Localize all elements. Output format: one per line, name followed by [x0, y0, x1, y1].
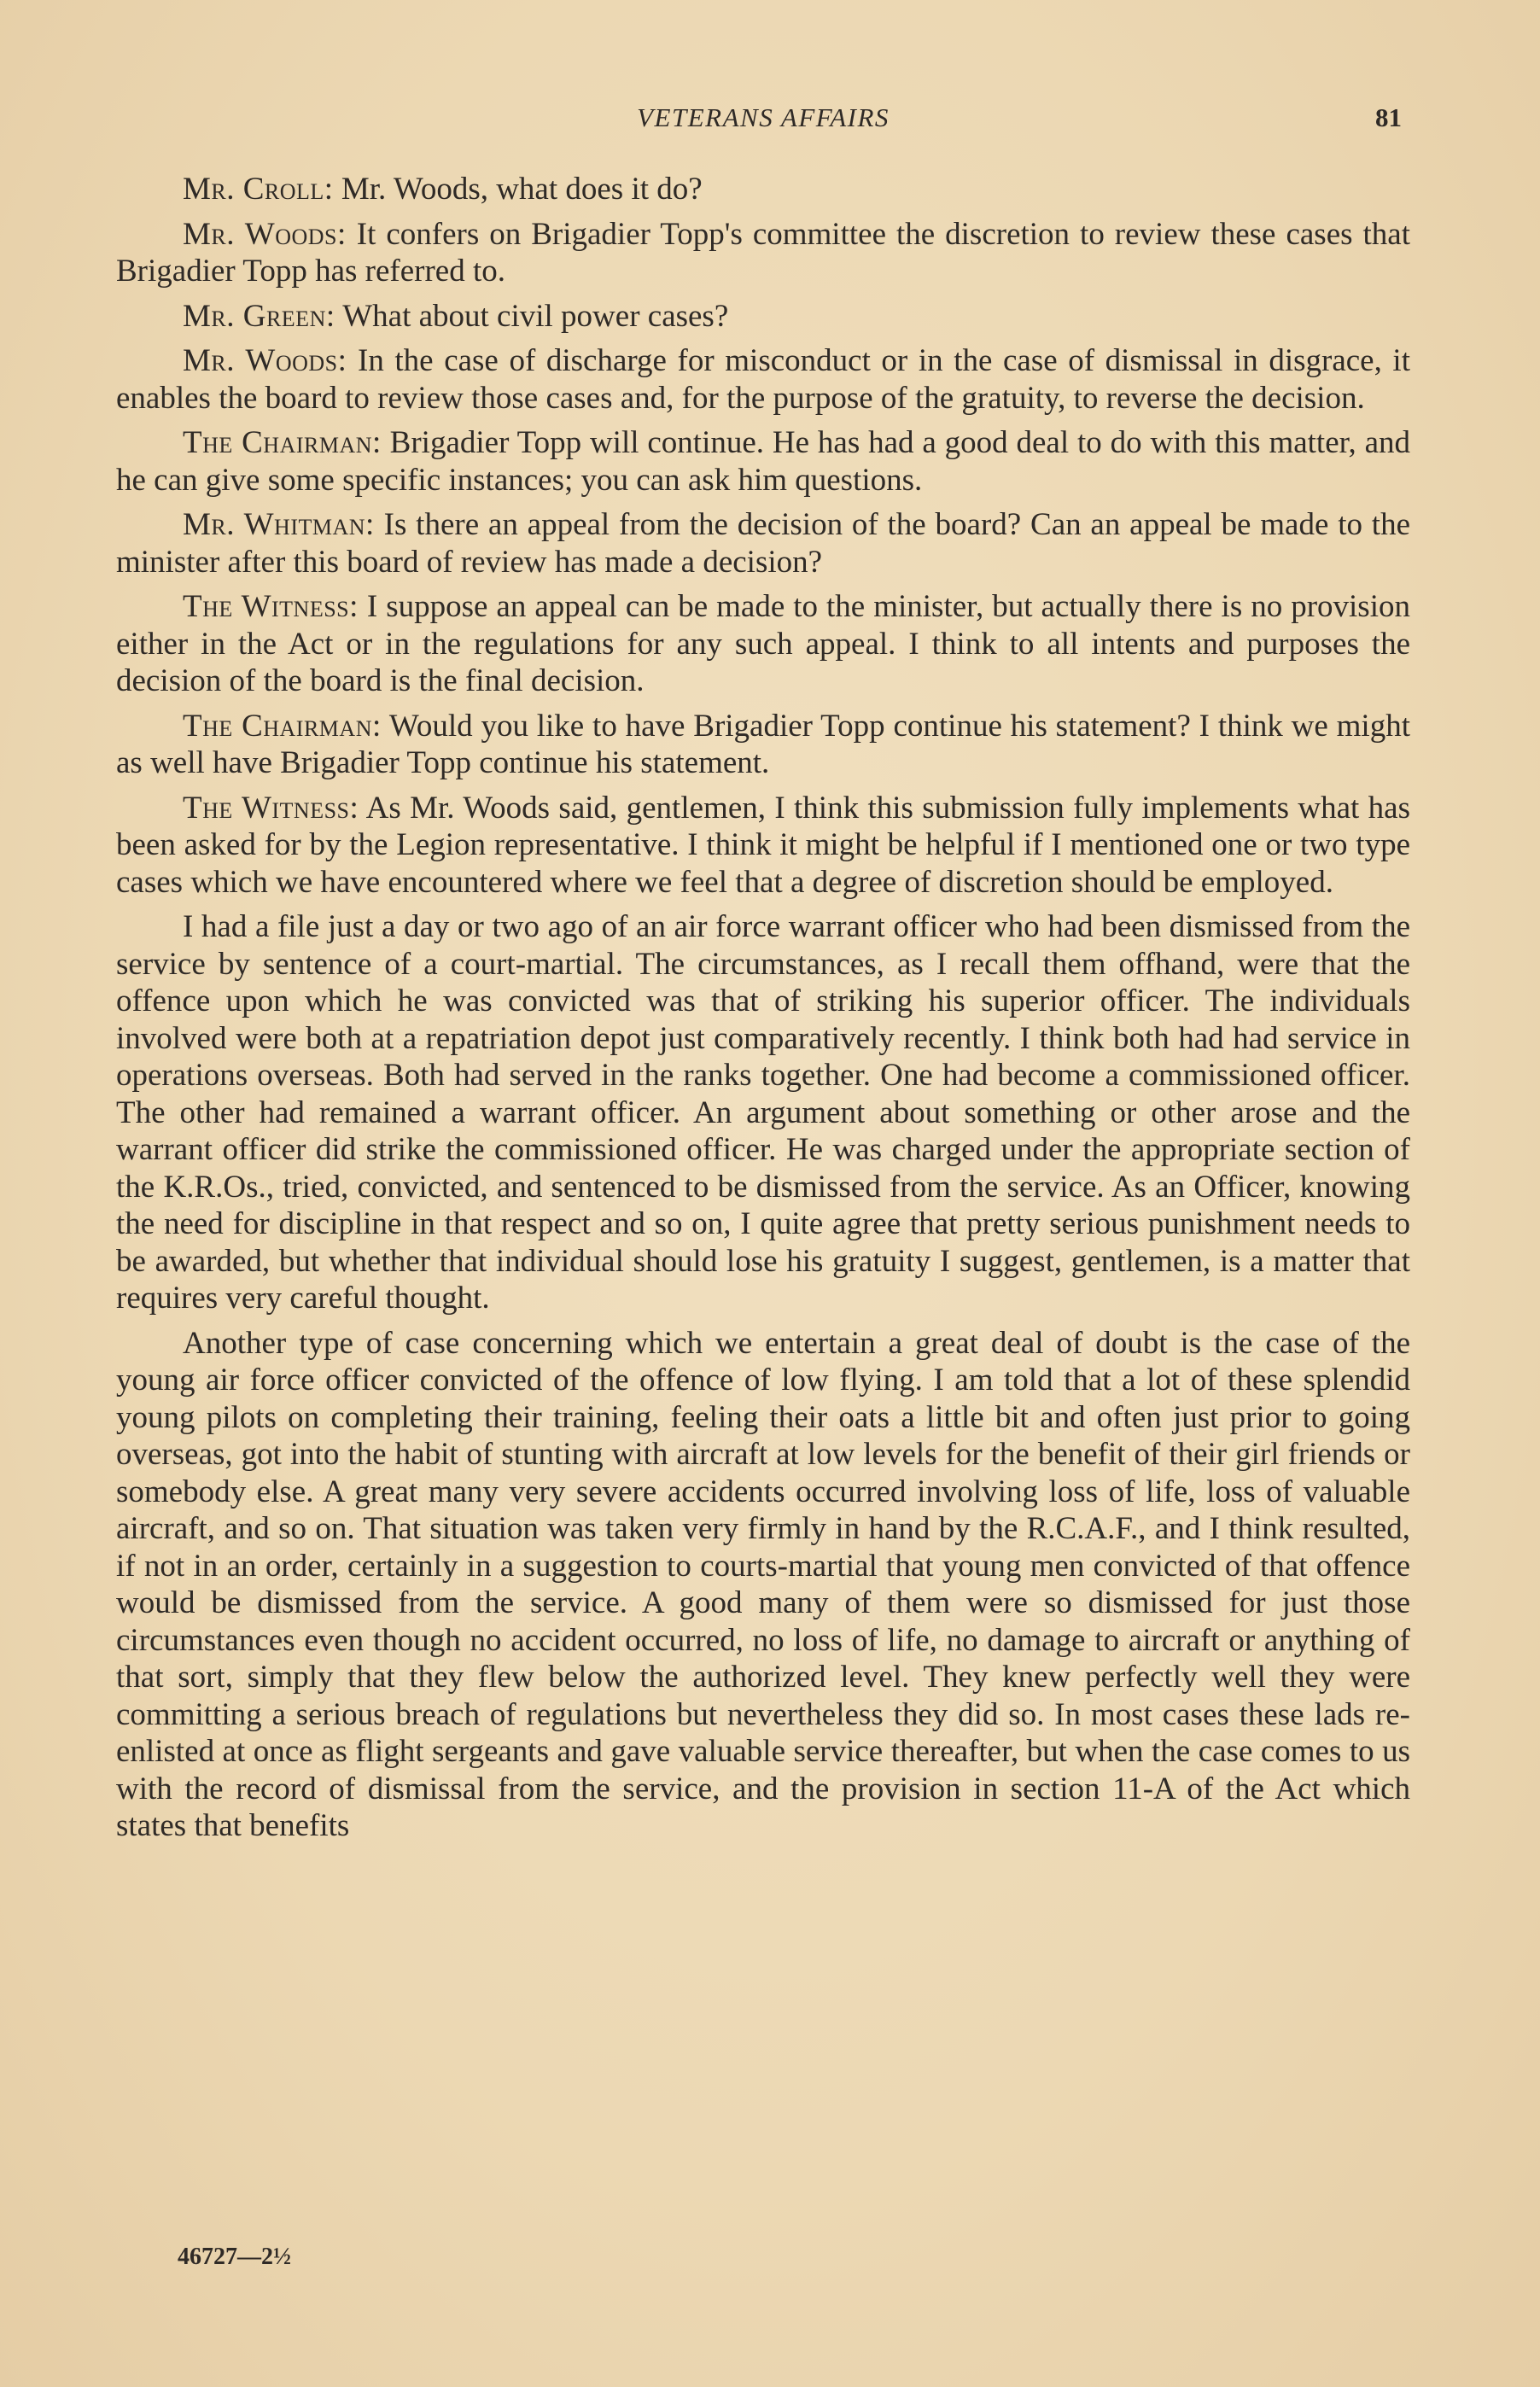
speaker-label: Mr. Woods:: [183, 216, 347, 252]
paragraph-text: As Mr. Woods said, gentlemen, I think this submission fully implements what has been asked for by the Legion representative. I think it might be helpful if I mentioned one or two type cases which we have encountered where we feel that a degree of discretion should be employed.: [116, 790, 1410, 900]
speaker-label: Mr. Croll:: [183, 172, 334, 207]
paragraph: [116, 424, 1410, 499]
page-number: 81: [1375, 102, 1402, 132]
paragraph: [116, 1325, 1410, 1845]
speaker-label: The Witness:: [183, 589, 359, 624]
paragraph-text: Another type of case concerning which we entertain a great deal of doubt is the case of the young air force officer convicted of the offence of low flying. I am told that a lot of these splendid young pilots on completing their training, feeling their oats a little bit and often just prior to going overseas, got into the habit of stunting with aircraft at low levels for the benefit of their girl friends or somebody else. A great many very severe accidents occurred involving loss of life, loss of valuable aircraft, and so on. That situation was taken very firmly in hand by the R.C.A.F., and I think resulted, if not in an order, certainly in a suggestion to courts-martial that young men convicted of that offence would be dismissed from the service. A good many of them were so dismissed for just those circumstances even though no accident occurred, no loss of life, no damage to aircraft or anything of that sort, simply that they flew below the authorized level. They knew perfectly well they were committing a serious breach of regulations but nevertheless they did so. In most cases these lads re-enlisted at once as flight sergeants and gave valuable service thereafter, but when the case comes to us with the record of dismissal from the service, and the provision in section 11-A of the Act which states that benefits: [116, 1325, 1410, 1843]
paragraph-text: Is there an appeal from the decision of the board? Can an appeal be made to the minister after this board of review has made a decision?: [116, 507, 1410, 580]
speaker-label: The Chairman:: [183, 708, 382, 744]
paragraph-text: In the case of discharge for misconduct or in the case of dismissal in disgrace, it enables the board to review those cases and, for the purpose of the gratuity, to reverse the decision.: [116, 343, 1410, 416]
paragraph-text: It confers on Brigadier Topp's committee the discretion to review these cases that Brigadier Topp has referred to.: [116, 216, 1410, 289]
paragraph-text: I had a file just a day or two ago of an air force warrant officer who had been dismissed from the service by sentence of a court-martial. The circumstances, as I recall them offhand, were that the offence upon which he was convicted was that of striking his superior officer. The individuals involved were both at a repatriation depot just comparatively recently. I think both had had service in operations overseas. Both had served in the ranks together. One had become a commissioned officer. The other had remained a warrant officer. An argument about something or other arose and the warrant officer did strike the commissioned officer. He was charged under the appropriate section of the K.R.Os., tried, convicted, and sentenced to be dismissed from the service. As an Officer, knowing the need for discipline in that respect and so on, I quite agree that pretty serious punishment needs to be awarded, but whether that individual should lose his gratuity I suggest, gentlemen, is a matter that requires very careful thought.: [116, 909, 1410, 1316]
paragraph: [116, 216, 1410, 290]
paragraph-text: I suppose an appeal can be made to the minister, but actually there is no provision either in the Act or in the regulations for any such appeal. I think to all intents and purposes the decision of the board is the final decision.: [116, 589, 1410, 698]
paragraph-text: Brigadier Topp will continue. He has had a good deal to do with this matter, and he can give some specific instances; you can ask him questions.: [116, 425, 1410, 498]
paragraph: [116, 171, 1410, 208]
paragraph-text: Would you like to have Brigadier Topp continue his statement? I think we might as well have Brigadier Topp continue his statement.: [116, 708, 1410, 780]
paragraph-text: What about civil power cases?: [342, 298, 729, 334]
paragraph: [116, 908, 1410, 1317]
speaker-label: Mr. Whitman:: [183, 507, 375, 542]
paragraph: [116, 342, 1410, 417]
paragraph: [116, 506, 1410, 581]
speaker-label: Mr. Woods:: [183, 343, 347, 378]
page-header: [116, 101, 1410, 142]
paragraph: [116, 298, 1410, 336]
paragraph: [116, 708, 1410, 782]
running-head: VETERANS AFFAIRS: [637, 102, 890, 132]
paragraph: [116, 790, 1410, 902]
paragraph-text: Mr. Woods, what does it do?: [341, 172, 703, 207]
paragraph: [116, 588, 1410, 700]
body-text: [116, 171, 1410, 1853]
speaker-label: The Chairman:: [183, 425, 382, 460]
speaker-label: Mr. Green:: [183, 298, 335, 334]
speaker-label: The Witness:: [183, 790, 359, 826]
printer-signature-code: 46727—2½: [178, 2244, 291, 2270]
